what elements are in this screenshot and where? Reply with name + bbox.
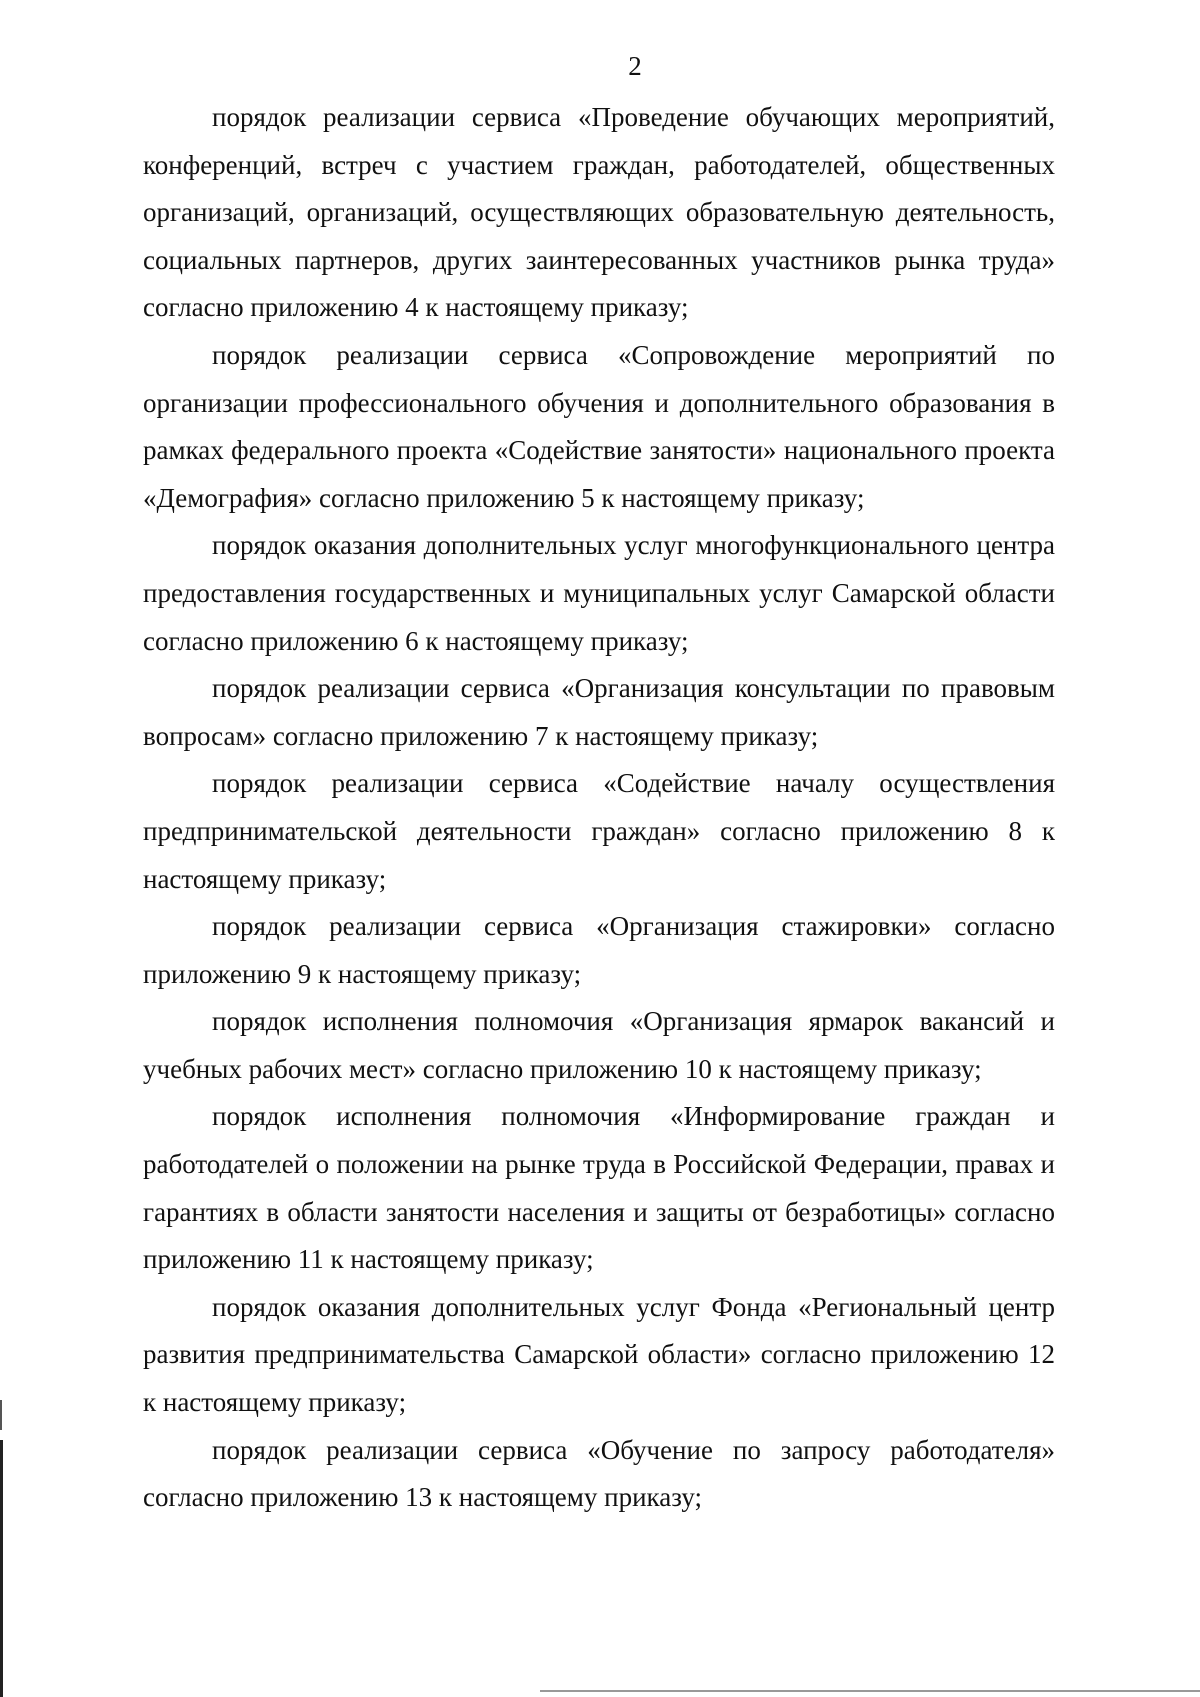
paragraph-appendix-11: порядок исполнения полномочия «Информирование граждан и работодателей о положении на рынке труда в Российской Федерации, правах и гарантиях в области занятости населения и защиты от безработицы» согласно приложению 11 к настоящему приказу; [143, 1101, 1055, 1275]
paragraph-appendix-4: порядок реализации сервиса «Проведение обучающих мероприятий, конференций, встреч с участием граждан, работодателей, общественных организаций, организаций, осуществляющих образовательную деятельность, социальных партнеров, других заинтересованных участников рынка труда» согласно приложению 4 к настоящему приказу; [143, 102, 1055, 323]
paragraph-appendix-13: порядок реализации сервиса «Обучение по запросу работодателя» согласно приложению 13 к настоящему приказу; [143, 1434, 1055, 1513]
paragraph-appendix-9: порядок реализации сервиса «Организация стажировки» согласно приложению 9 к настоящему приказу; [143, 911, 1055, 989]
paragraph-appendix-6: порядок оказания дополнительных услуг многофункционального центра предоставления государственных и муниципальных услуг Самарской области согласно приложению 6 к настоящему приказу; [143, 530, 1055, 656]
document-body [143, 94, 1055, 1522]
scan-edge-line [0, 1440, 3, 1697]
paragraph-appendix-12: порядок оказания дополнительных услуг Фонда «Региональный центр развития предпринимательства Самарской области» согласно приложению 12 к настоящему приказу; [143, 1291, 1055, 1418]
paragraph-appendix-5: порядок реализации сервиса «Сопровождение мероприятий по организации профессионального обучения и дополнительного образования в рамках федерального проекта «Содействие занятости» национального проекта «Демография» согласно приложению 5 к настоящему приказу; [143, 339, 1055, 513]
paragraph-appendix-8: порядок реализации сервиса «Содействие началу осуществления предпринимательской деятельности граждан» согласно приложению 8 к настоящему приказу; [143, 768, 1055, 894]
scan-edge-mark [0, 1400, 2, 1430]
paragraph-appendix-7: порядок реализации сервиса «Организация консультации по правовым вопросам» согласно приложению 7 к настоящему приказу; [143, 673, 1055, 751]
scan-bottom-rule [540, 1690, 1200, 1692]
paragraph-appendix-10: порядок исполнения полномочия «Организация ярмарок вакансий и учебных рабочих мест» согласно приложению 10 к настоящему приказу; [143, 1006, 1055, 1084]
page-number: 2 [628, 51, 642, 81]
